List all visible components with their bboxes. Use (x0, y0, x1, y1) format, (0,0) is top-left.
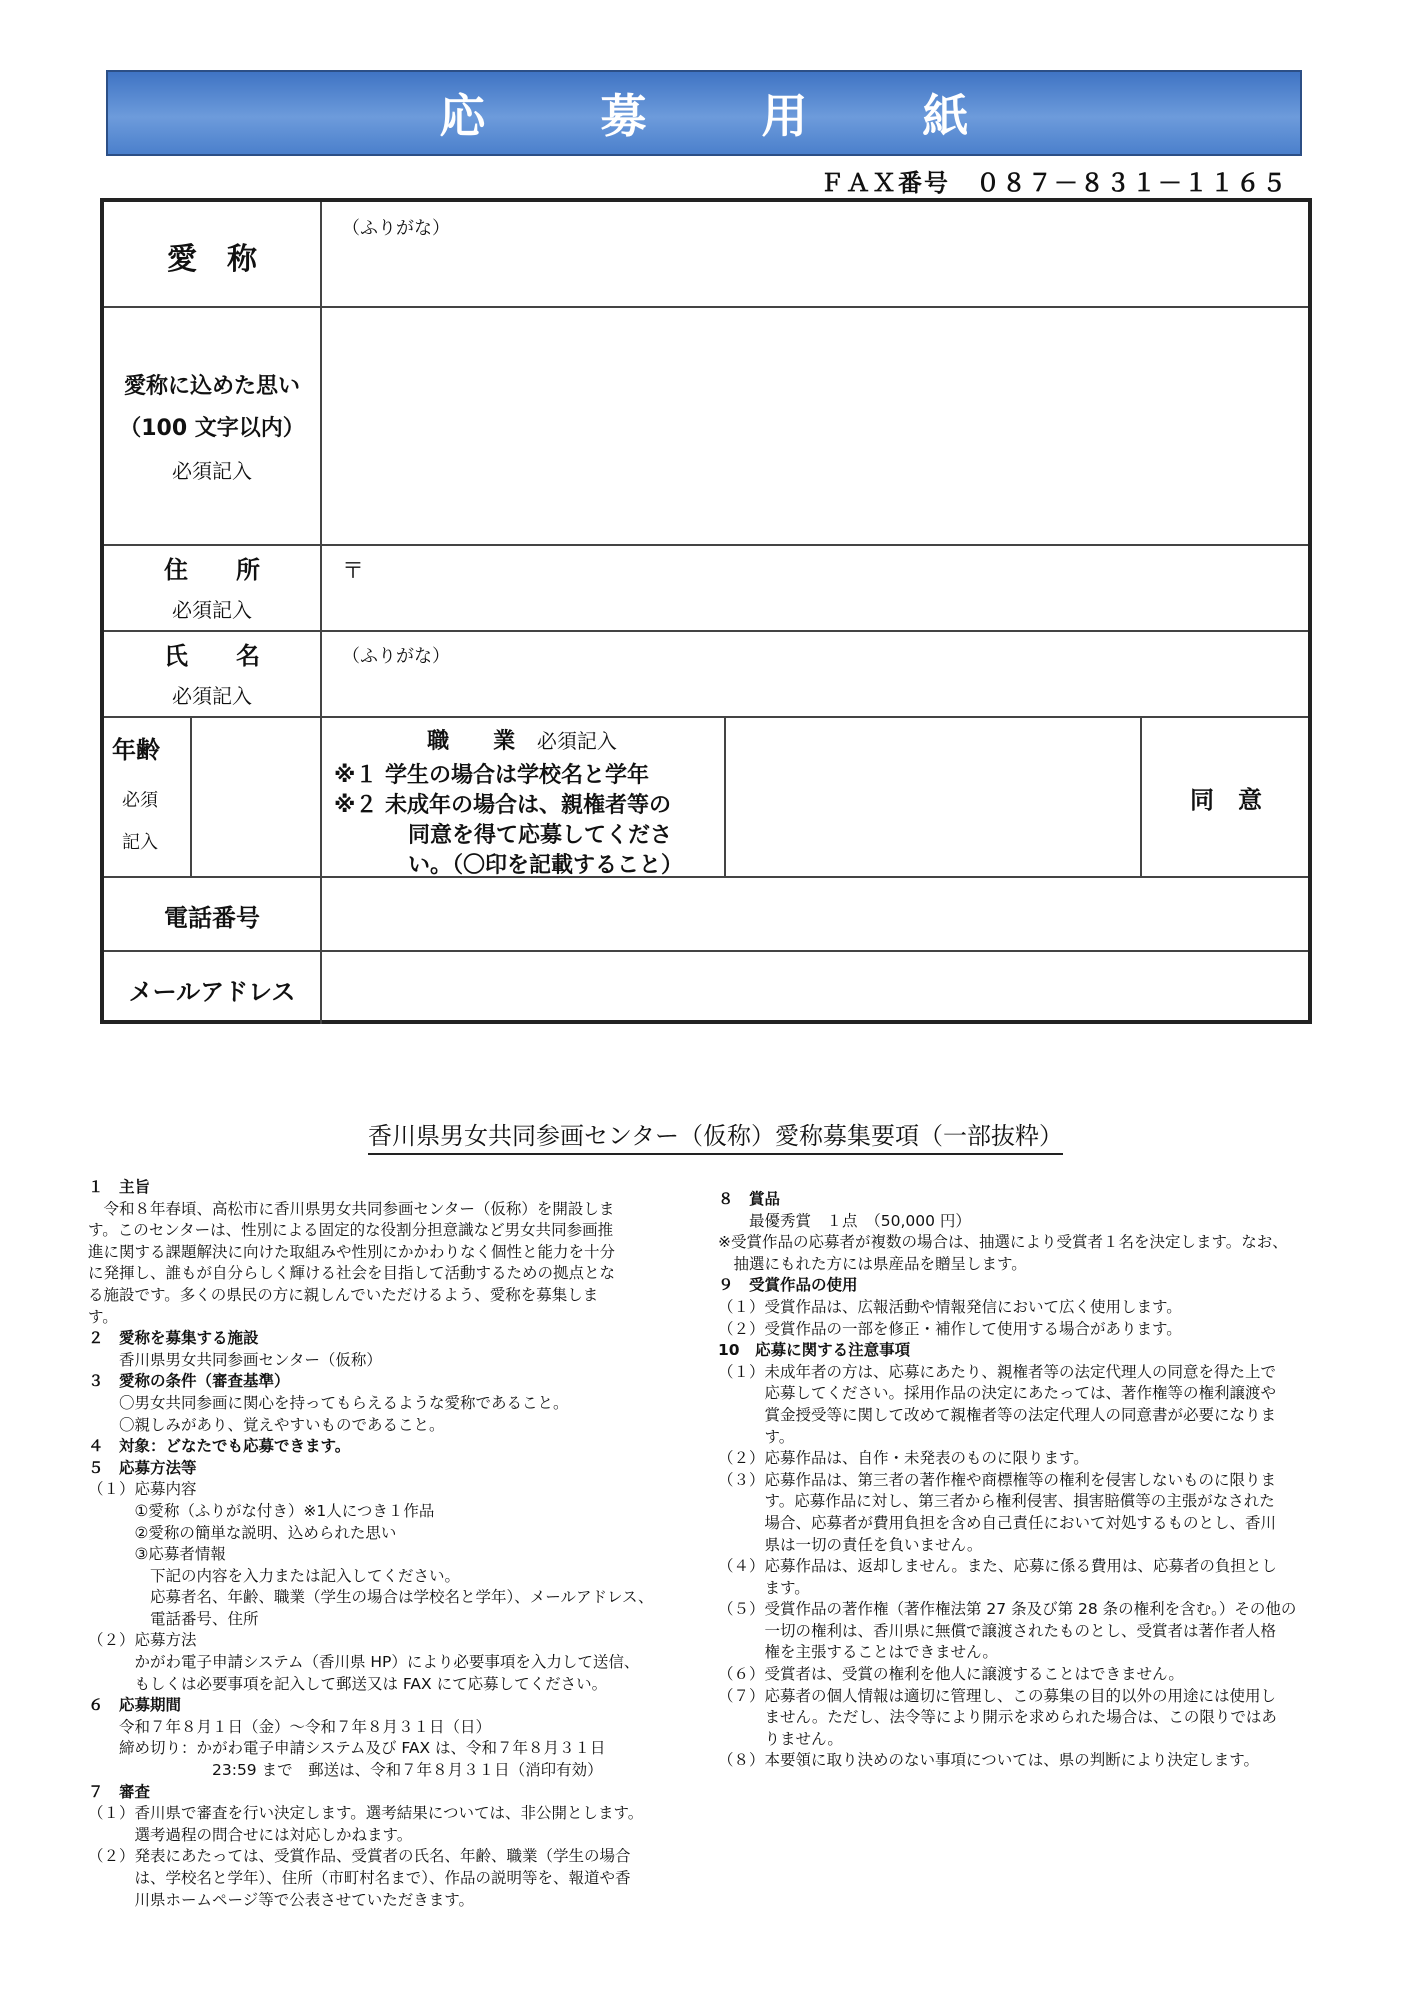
age-required-line2: 記入 (122, 832, 158, 853)
guideline-line: ５ 応募方法等 (88, 1458, 197, 1477)
guideline-line: かがわ電子申請システム（香川県 HP）により必要事項を入力して送信、 (88, 1653, 640, 1672)
job-input-area[interactable] (728, 720, 1136, 872)
guideline-line: 電話番号、住所 (88, 1609, 259, 1628)
phone-input-area[interactable] (326, 880, 1306, 946)
guideline-line: 香川県男女共同参画センター（仮称） (88, 1350, 382, 1369)
guideline-line: 23:59 まで 郵送は、令和７年８月３１日（消印有効） (88, 1761, 603, 1780)
name-label (104, 636, 320, 716)
thought-input-area[interactable] (326, 312, 1306, 540)
thought-label-line1: 愛称に込めた思い (123, 374, 300, 399)
guideline-line: ②愛称の簡単な説明、込められた思い (88, 1523, 397, 1542)
age-required (122, 780, 158, 864)
nickname-input-area[interactable] (326, 242, 1306, 302)
guideline-line: 最優秀賞 １点 （50,000 円） (718, 1211, 971, 1230)
job-label-block (320, 724, 724, 881)
guideline-line: す。応募作品に対し、第三者から権利侵害、損害賠償等の主張がなされた (718, 1492, 1275, 1511)
guideline-line: 一切の権利は、香川県に無償で譲渡されたものとし、受賞者は著作者人格 (718, 1621, 1277, 1640)
guideline-line: （３）応募作品は、第三者の著作権や商標権等の権利を侵害しないものに限りま (718, 1470, 1277, 1489)
job-required: 必須記入 (536, 729, 617, 753)
title-char: 紙 (922, 89, 969, 143)
job-note-2: ※２ 未成年の場合は、親権者等の (334, 793, 672, 818)
guideline-line: 下記の内容を入力または記入してください。 (88, 1566, 461, 1585)
title-char: 募 (600, 89, 647, 143)
guideline-line: （１）香川県で審査を行い決定します。選考結果については、非公開とします。 (88, 1804, 644, 1823)
title-char: 用 (761, 89, 808, 143)
thought-label-line2: （100 文字以内） (119, 416, 305, 441)
guideline-line: りません。 (718, 1729, 843, 1748)
phone-label: 電話番号 (164, 904, 260, 932)
guideline-line: 締め切り：かがわ電子申請システム及び FAX は、令和７年８月３１日 (88, 1739, 606, 1758)
name-label-text: 氏 名 (164, 642, 260, 670)
guideline-line: 応募者名、年齢、職業（学生の場合は学校名と学年）、メールアドレス、 (88, 1588, 654, 1607)
guideline-line: ③応募者情報 (88, 1545, 226, 1564)
application-form (100, 198, 1312, 1024)
guideline-right-column (718, 1189, 1358, 1772)
guideline-line: ７ 審査 (88, 1782, 151, 1801)
guideline-line: は、学校名と学年）、住所（市町村名まで）、作品の説明等を、報道や香 (88, 1869, 631, 1887)
guideline-line: （２）応募作品は、自作・未発表のものに限ります。 (718, 1449, 1089, 1468)
guideline-line: 賞金授受等に関して改めて親権者等の法定代理人の同意書が必要になりま (718, 1405, 1277, 1424)
guideline-line: （２）発表にあたっては、受賞作品、受賞者の氏名、年齢、職業（学生の場合 (88, 1847, 631, 1866)
address-label-text: 住 所 (164, 556, 260, 584)
job-note-3: 同意を得て応募してくださ (408, 823, 673, 848)
guideline-line: ２ 愛称を募集する施設 (88, 1329, 259, 1348)
guideline-line: 進に関する課題解決に向けた取組みや性別にかかわりなく個性と能力を十分 (88, 1242, 616, 1261)
guideline-line: ます。 (718, 1578, 810, 1597)
guideline-line: ３ 愛称の条件（審査基準） (88, 1372, 290, 1391)
guideline-line: 抽選にもれた方には県産品を贈呈します。 (718, 1254, 1027, 1273)
title-banner (106, 70, 1302, 156)
address-input-area[interactable] (326, 582, 1306, 626)
guideline-line: 令和７年８月１日（金）～令和７年８月３１日（日） (88, 1717, 492, 1736)
name-input-area[interactable] (326, 668, 1306, 712)
guideline-left-column (88, 1177, 688, 1911)
guideline-line: （１）未成年者の方は、応募にあたり、親権者等の法定代理人の同意を得た上で (718, 1362, 1277, 1381)
guideline-line: 権を主張することはできません。 (718, 1643, 998, 1662)
guideline-line: （７）応募者の個人情報は適切に管理し、この募集の目的以外の用途には使用し (718, 1686, 1277, 1705)
guideline-line: （１）応募内容 (88, 1480, 197, 1499)
job-note-1: ※１ 学生の場合は学校名と学年 (334, 763, 650, 788)
guideline-line: に発揮し、誰もが自分らしく輝ける社会を目指して活動するための拠点とな (88, 1264, 616, 1283)
guideline-line: （６）受賞者は、受賞の権利を他人に譲渡することはできません。 (718, 1665, 1184, 1684)
address-label (104, 550, 320, 630)
fax-number: ＦＡＸ番号 ０８７－８３１－１１６５ (820, 169, 1288, 197)
guideline-line: ①愛称（ふりがな付き）※1人につき１作品 (88, 1501, 435, 1520)
guideline-line: す。このセンターは、性別による固定的な役割分担意識など男女共同参画推 (88, 1221, 614, 1240)
title-char: 応 (439, 89, 486, 143)
guideline-line: １ 主旨 (88, 1178, 151, 1196)
guideline-line: 応募してください。採用作品の決定にあたっては、著作権等の権利譲渡や (718, 1384, 1277, 1403)
guideline-line: 川県ホームページ等で公表させていただきます。 (88, 1890, 474, 1909)
age-input-area[interactable] (194, 720, 316, 872)
guideline-line: 選考過程の問合せには対応しかねます。 (88, 1825, 413, 1844)
guideline-line: ません。ただし、法令等により開示を求められた場合は、この限りではあ (718, 1708, 1277, 1727)
required-note: 必須記入 (172, 684, 252, 708)
guideline-line: （２）受賞作品の一部を修正・補作して使用する場合があります。 (718, 1319, 1182, 1338)
guideline-line: す。 (88, 1307, 118, 1326)
guideline-line: ※受賞作品の応募者が複数の場合は、抽選により受賞者１名を決定します。なお、 (718, 1233, 1288, 1252)
guideline-line: （８）本要領に取り決めのない事項については、県の判断により決定します。 (718, 1751, 1259, 1770)
guideline-line: 令和８年春頃、高松市に香川県男女共同参画センター（仮称）を開設しま (88, 1199, 615, 1218)
guideline-line: ６ 応募期間 (88, 1696, 182, 1715)
guideline-line: （１）受賞作品は、広報活動や情報発信において広く使用します。 (718, 1297, 1182, 1316)
guideline-line: 県は一切の責任を負いません。 (718, 1535, 983, 1554)
postal-mark: 〒 (342, 559, 365, 584)
guideline-line: ９ 受賞作品の使用 (718, 1276, 858, 1295)
guideline-line: す。 (718, 1427, 795, 1446)
age-label: 年齢 (112, 736, 160, 764)
email-input-area[interactable] (326, 954, 1306, 1020)
guideline-line: 10 応募に関する注意事項 (718, 1341, 911, 1360)
guideline-line: る施設です。多くの県民の方に親しんでいただけるよう、愛称を募集しま (88, 1285, 599, 1304)
consent-label: 同 意 (1190, 786, 1262, 814)
thought-label (104, 366, 320, 492)
guideline-line: 〇男女共同参画に関心を持ってもらえるような愛称であること。 (88, 1393, 569, 1412)
guideline-line: （４）応募作品は、返却しません。また、応募に係る費用は、応募者の負担とし (718, 1557, 1277, 1576)
email-label: メールアドレス (128, 978, 296, 1006)
guideline-line: ８ 賞品 (718, 1190, 781, 1208)
guideline-line: 場合、応募者が費用負担を含め自己責任において対処するものとし、香川 (718, 1513, 1277, 1532)
guideline-line: ４ 対象：どなたでも応募できます。 (88, 1437, 351, 1456)
required-note: 必須記入 (172, 598, 252, 622)
guideline-line: もしくは必要事項を記入して郵送又は FAX にて応募してください。 (88, 1674, 608, 1693)
nickname-furigana-label: （ふりがな） (342, 218, 450, 239)
job-note-4: い。（〇印を記載すること） (408, 853, 684, 878)
guideline-line: （５）受賞作品の著作権（著作権法第 27 条及び第 28 条の権利を含む。）その他の (718, 1600, 1297, 1619)
guideline-line: （２）応募方法 (88, 1631, 197, 1650)
age-required-line1: 必須 (122, 790, 158, 811)
name-furigana-label: （ふりがな） (342, 646, 450, 667)
guideline-line: 〇親しみがあり、覚えやすいものであること。 (88, 1415, 445, 1434)
job-label: 職 業 (427, 729, 516, 754)
required-note: 必須記入 (172, 459, 252, 483)
guideline-title: 香川県男女共同参画センター（仮称）愛称募集要項（一部抜粋） (368, 1116, 1063, 1155)
nickname-label: 愛 称 (167, 242, 257, 277)
